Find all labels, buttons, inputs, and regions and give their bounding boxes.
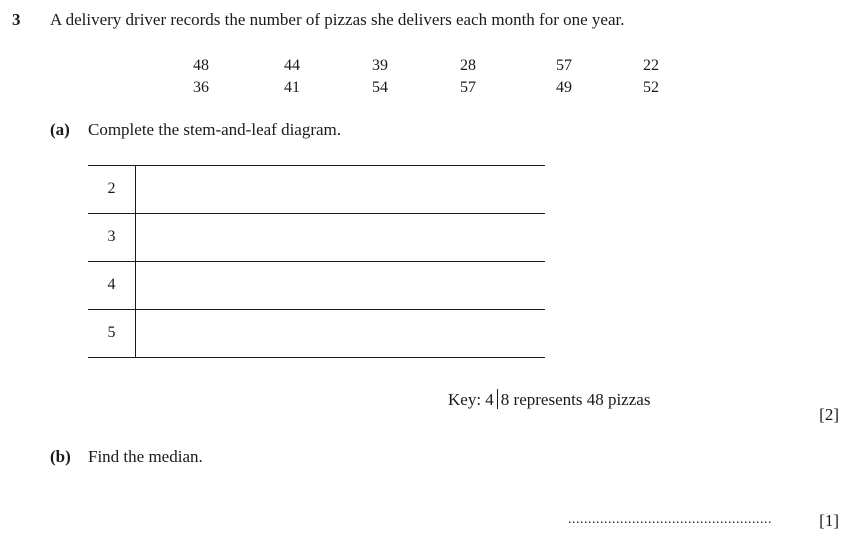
stem-value: 5: [88, 310, 136, 357]
leaf-entry-cell[interactable]: [137, 214, 545, 261]
stem-value: 2: [88, 166, 136, 213]
stem-row: [88, 310, 545, 358]
data-value: 57: [460, 79, 476, 96]
key-divider: [497, 389, 498, 409]
data-value: 52: [643, 79, 659, 96]
leaf-entry-cell[interactable]: [137, 310, 545, 357]
data-value: 22: [643, 57, 659, 74]
data-value: 57: [556, 57, 572, 74]
part-b-marks: [1]: [819, 511, 839, 530]
question-number: 3: [12, 10, 21, 29]
answer-line[interactable]: ...................................................: [568, 512, 772, 527]
question-text: A delivery driver records the number of pizzas she delivers each month for one year.: [50, 10, 625, 29]
data-row-2: [175, 79, 695, 101]
part-a-marks: [2]: [819, 405, 839, 424]
key-suffix: 8 represents 48 pizzas: [500, 390, 651, 409]
data-row-1: [175, 57, 695, 79]
data-value: 48: [193, 57, 209, 74]
data-value: 39: [372, 57, 388, 74]
stem-and-leaf-diagram: [88, 165, 545, 358]
data-value: 41: [284, 79, 300, 96]
key-prefix: Key: 4: [448, 390, 494, 409]
data-value: 54: [372, 79, 388, 96]
part-a-label: (a): [50, 120, 70, 139]
data-value: 28: [460, 57, 476, 74]
stem-row: [88, 166, 545, 214]
stem-value: 3: [88, 214, 136, 261]
part-a-text: Complete the stem-and-leaf diagram.: [88, 120, 342, 139]
data-value: 44: [284, 57, 300, 74]
leaf-entry-cell[interactable]: [137, 262, 545, 309]
part-b-text: Find the median.: [88, 447, 203, 466]
part-b-label: (b): [50, 447, 71, 466]
stem-row: [88, 262, 545, 310]
diagram-key: [448, 389, 650, 410]
data-value: 49: [556, 79, 572, 96]
data-value: 36: [193, 79, 209, 96]
leaf-entry-cell[interactable]: [137, 166, 545, 213]
stem-value: 4: [88, 262, 136, 309]
stem-row: [88, 214, 545, 262]
